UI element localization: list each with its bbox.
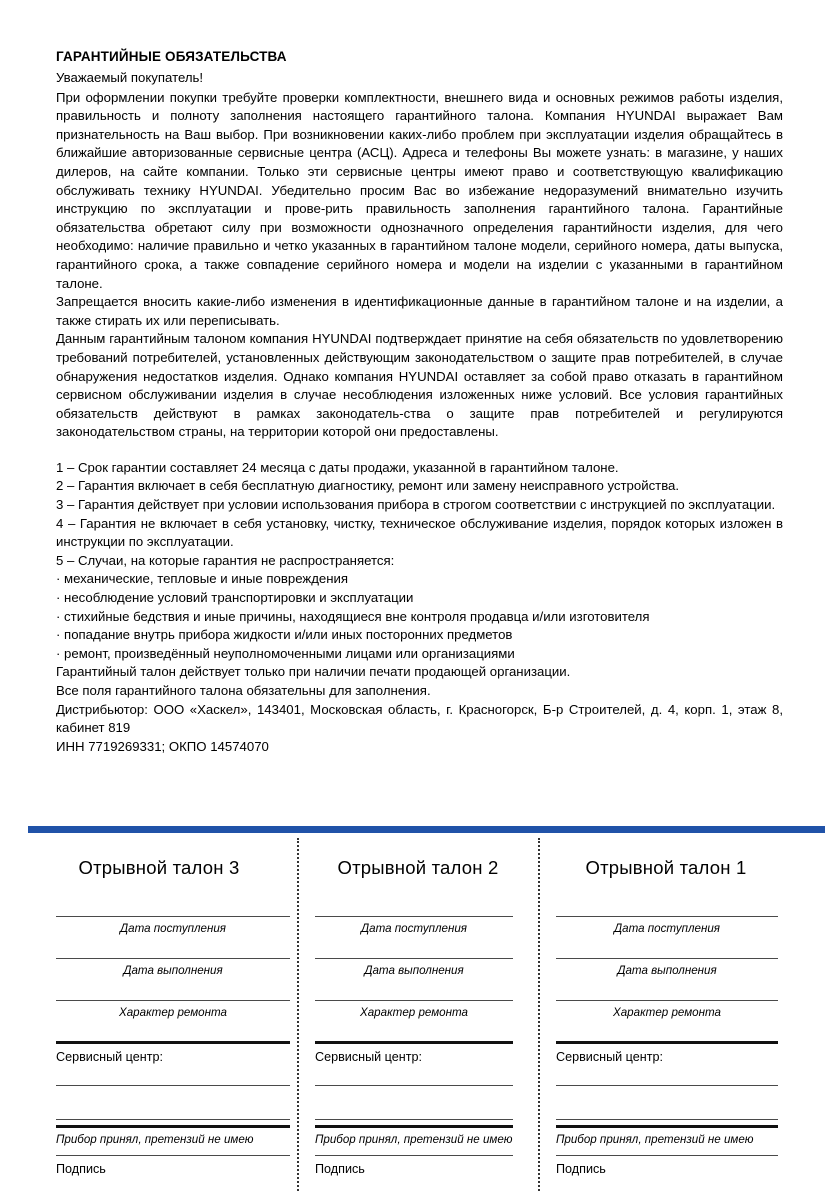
field-label: Дата поступления (613, 922, 721, 935)
tear-off-coupons-section (0, 833, 839, 1191)
coupon-1-field-date-completed[interactable] (556, 958, 778, 978)
exclusion-item-1: · механические, тепловые и иные повреждения (56, 571, 349, 587)
field-label: Прибор принял, претензий не имею (315, 1133, 513, 1146)
footer-distributor: Дистрибьютор: ООО «Хаскел», 143401, Московская область, г. Красногорск, Б-р Строителей, д. 4, корп. 1, этаж 8, кабинет 819 (56, 701, 783, 736)
exclusion-item-4: · попадание внутрь прибора жидкости и/или иных посторонних предметов (56, 627, 513, 643)
coupon-3-blank-line-1[interactable] (56, 1085, 290, 1086)
condition-item-1: 1 – Срок гарантии составляет 24 месяца с даты продажи, указанной в гарантийном талоне. (56, 459, 619, 475)
page-title: ГАРАНТИЙНЫЕ ОБЯЗАТЕЛЬСТВА (56, 49, 287, 64)
footer-stamp-note: Гарантийный талон действует только при наличии печати продающей организации. (56, 664, 571, 680)
field-rule (56, 1119, 290, 1120)
paragraph-spacer (56, 442, 783, 459)
coupon-3-field-service-center[interactable] (56, 1041, 290, 1065)
field-label: Дата поступления (360, 922, 468, 935)
coupon-3-field-device-accepted[interactable] (56, 1125, 290, 1147)
field-label: Дата выполнения (123, 964, 223, 977)
coupon-3-blank-line-2[interactable] (56, 1119, 290, 1120)
field-label: Сервисный центр: (56, 1050, 163, 1064)
coupon-1-field-date-received[interactable] (556, 916, 778, 936)
condition-item-5: 5 – Случаи, на которые гарантия не распространяется: (56, 552, 395, 568)
coupon-1-blank-line-2[interactable] (556, 1119, 778, 1120)
field-label: Дата выполнения (617, 964, 717, 977)
warranty-document-body (56, 48, 783, 756)
section-separator-bar (28, 826, 825, 833)
field-rule (315, 1085, 513, 1086)
paragraph-1: При оформлении покупки требуйте проверки комплектности, внешнего вида и основных режимов работы изделия, правильность и полноту заполнения настоящего гарантийного талона. Компания HYUNDAI выражает Вам признательность на Ваш выбор. При возникновении каких-либо проблем при эксплуатации изделия обращайтесь в ближайшие авторизованные сервисные центра (АСЦ). Адреса и телефоны Вы можете узнать: в магазине, у наших дилеров, на сайте компании. Только эти сервисные центры имеют право и соответствующую квалификацию обслуживать технику HYUNDAI. Убедительно просим Вас во избежание недоразумений внимательно изучить инструкцию по эксплуатации и прове-рить правильность заполнения гарантийного талона. Гарантийные обязательства обретают силу при возможности однозначного определения гарантийности изделия, для чего необходимо: наличие правильно и четко указанных в гарантийном талоне модели, серийного номера, даты выпуска, гарантийного срока, а также совпадение серийного номера и модели на изделии с указанными в гарантийном талоне. (56, 89, 783, 291)
field-label: Прибор принял, претензий не имею (56, 1133, 254, 1146)
exclusion-item-5: · ремонт, произведённый неуполномоченными лицами или организациями (56, 645, 515, 661)
coupon-2-field-repair-nature[interactable] (315, 1000, 513, 1020)
footer-inn-okpo: ИНН 7719269331; ОКПО 14574070 (56, 738, 269, 754)
coupon-2-field-date-received[interactable] (315, 916, 513, 936)
coupon-1-field-device-accepted[interactable] (556, 1125, 778, 1147)
field-label: Сервисный центр: (315, 1050, 422, 1064)
coupon-2-field-signature[interactable] (315, 1155, 513, 1177)
coupon-2-field-device-accepted[interactable] (315, 1125, 513, 1147)
coupon-2-field-date-completed[interactable] (315, 958, 513, 978)
coupon-1-field-signature[interactable] (556, 1155, 778, 1177)
field-label: Дата выполнения (364, 964, 464, 977)
coupon-1 (546, 833, 786, 1191)
coupon-2-blank-line-2[interactable] (315, 1119, 513, 1120)
condition-item-4: 4 – Гарантия не включает в себя установку, чистку, техническое обслуживание изделия, порядок которых изложен в инструкции по эксплуатации. (56, 515, 783, 550)
paragraph-2: Запрещается вносить какие-либо изменения в идентификационные данные в гарантийном талоне и на изделии, а также стирать их или переписывать. (56, 294, 783, 328)
coupon-3-field-date-completed[interactable] (56, 958, 290, 978)
field-label: Характер ремонта (119, 1006, 227, 1019)
coupon-1-field-repair-nature[interactable] (556, 1000, 778, 1020)
field-rule (315, 1119, 513, 1120)
condition-item-2: 2 – Гарантия включает в себя бесплатную диагностику, ремонт или замену неисправного устройства. (56, 478, 680, 494)
coupon-divider-left (297, 838, 299, 1191)
greeting-line: Уважаемый покупатель! (56, 70, 204, 85)
coupon-2-title: Отрывной талон 2 (337, 857, 499, 878)
coupon-1-title: Отрывной талон 1 (585, 857, 747, 878)
field-rule (56, 1085, 290, 1086)
field-label: Сервисный центр: (556, 1050, 663, 1064)
coupon-2 (305, 833, 531, 1191)
coupon-2-blank-line-1[interactable] (315, 1085, 513, 1086)
paragraph-3: Данным гарантийным талоном компания HYUNDAI подтверждает принятие на себя обязательств по удовлетворению требований потребителей, установленных действующим законодательством о защите прав потребителей, в случае обнаружения недостатков изделия. Однако компания HYUNDAI оставляет за собой право отказать в гарантийном сервисном обслуживании изделия в случае несоблюдения изложенных ниже условий. Все условия гарантийных обязательств действуют в рамках законодатель-ства о защите прав потребителей и регулируются законодательством страны, на территории которой они предоставлены. (56, 331, 783, 440)
field-label: Подпись (315, 1162, 365, 1176)
field-rule (556, 1085, 778, 1086)
coupon-3 (28, 833, 290, 1191)
field-label: Дата поступления (119, 922, 227, 935)
coupon-3-title: Отрывной талон 3 (78, 857, 240, 878)
coupon-1-field-service-center[interactable] (556, 1041, 778, 1065)
coupon-3-field-signature[interactable] (56, 1155, 290, 1177)
field-label: Прибор принял, претензий не имею (556, 1133, 754, 1146)
coupon-1-blank-line-1[interactable] (556, 1085, 778, 1086)
coupon-2-field-service-center[interactable] (315, 1041, 513, 1065)
exclusion-item-3: · стихийные бедствия и иные причины, находящиеся вне контроля продавца и/или изготовителя (56, 608, 650, 624)
field-label: Подпись (56, 1162, 106, 1176)
field-label: Характер ремонта (360, 1006, 468, 1019)
coupon-3-field-date-received[interactable] (56, 916, 290, 936)
coupon-3-field-repair-nature[interactable] (56, 1000, 290, 1020)
condition-item-3: 3 – Гарантия действует при условии использования прибора в строгом соответствии с инструкцией по эксплуатации. (56, 497, 776, 513)
field-label: Характер ремонта (613, 1006, 721, 1019)
field-rule (556, 1119, 778, 1120)
footer-fields-note: Все поля гарантийного талона обязательны для заполнения. (56, 683, 431, 698)
field-label: Подпись (556, 1162, 606, 1176)
exclusion-item-2: · несоблюдение условий транспортировки и эксплуатации (56, 590, 414, 606)
coupon-divider-right (538, 838, 540, 1191)
